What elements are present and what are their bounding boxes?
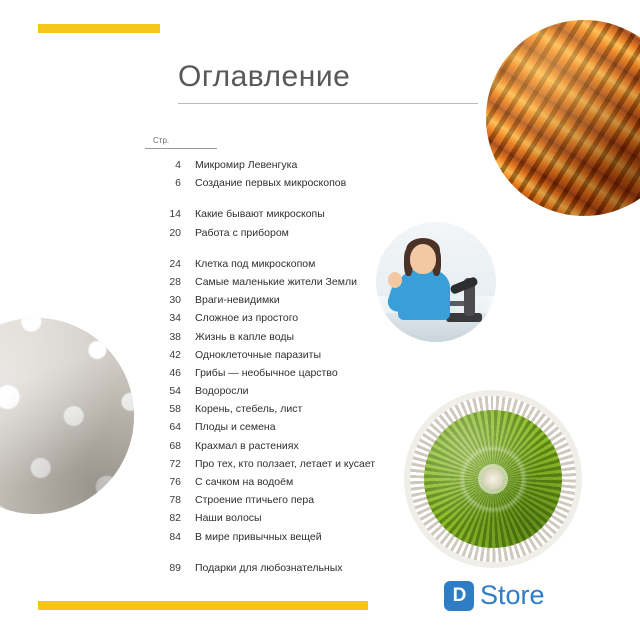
decorative-bar-bottom — [38, 601, 368, 610]
toc-page-number: 46 — [169, 366, 181, 379]
toc-entry[interactable] — [145, 385, 475, 403]
logo-prefix: i — [444, 583, 451, 611]
toc-page-number: 34 — [169, 312, 181, 325]
bone-structure-photo — [0, 318, 134, 514]
toc-entry[interactable] — [145, 349, 475, 367]
toc-entry-label: Про тех, кто ползает, летает и кусает — [195, 457, 376, 470]
toc-entry-label: В мире привычных вещей — [195, 530, 322, 543]
toc-page-number: 24 — [169, 257, 181, 270]
toc-entry-label: Микромир Левенгука — [195, 159, 298, 171]
toc-entry[interactable] — [145, 531, 475, 549]
toc-entry-label: Жизнь в капле воды — [195, 330, 295, 343]
toc-entry-label: Плоды и семена — [195, 421, 276, 434]
toc-entry-label: Клетка под микроскопом — [195, 257, 316, 270]
toc-entry-label: Враги-невидимки — [195, 294, 280, 307]
toc-group-gap — [145, 195, 475, 208]
toc-entry-label: Работа с прибором — [195, 226, 289, 239]
toc-entry[interactable] — [145, 294, 475, 312]
toc-entry[interactable] — [145, 440, 475, 458]
toc-page-number: 78 — [169, 494, 181, 507]
toc-divider — [145, 148, 217, 149]
toc-page-number: 82 — [169, 512, 181, 525]
toc-group — [145, 159, 475, 195]
toc-entry[interactable] — [145, 159, 475, 177]
toc-entry-label: Крахмал в растениях — [195, 439, 299, 452]
toc-entry-label: Сложное из простого — [195, 312, 299, 325]
toc-entry[interactable] — [145, 494, 475, 512]
title-divider — [178, 103, 478, 104]
toc-page-number: 58 — [169, 403, 181, 416]
logo-mark-icon: D — [444, 581, 474, 611]
toc-page-number: 38 — [169, 330, 181, 343]
toc-group — [145, 258, 475, 549]
toc-entry-label: Корень, стебель, лист — [195, 403, 303, 416]
toc-entry-label: Создание первых микроскопов — [195, 177, 347, 190]
toc-entry[interactable] — [145, 208, 475, 226]
table-of-contents — [145, 136, 475, 580]
toc-entry-label: Грибы — необычное царство — [195, 366, 338, 379]
toc-page-number: 76 — [169, 476, 181, 488]
toc-entry[interactable] — [145, 227, 475, 245]
toc-group-gap — [145, 549, 475, 562]
idstore-logo[interactable] — [444, 580, 545, 611]
toc-entry-label: Подарки для любознательных — [195, 561, 343, 574]
toc-entry[interactable] — [145, 331, 475, 349]
toc-page-number: 64 — [169, 421, 181, 434]
toc-page-number: 4 — [175, 159, 181, 171]
toc-page-number: 14 — [169, 208, 181, 221]
toc-entry-label: Одноклеточные паразиты — [195, 348, 322, 361]
toc-group-gap — [145, 245, 475, 258]
toc-entry[interactable] — [145, 367, 475, 385]
diatom-center — [482, 468, 504, 490]
toc-entry-label: Какие бывают микроскопы — [195, 208, 325, 221]
toc-entry-label: Наши волосы — [195, 512, 262, 525]
toc-entry-label: С сачком на водоём — [195, 476, 294, 488]
page-title: Оглавление — [178, 60, 351, 93]
toc-page-number: 42 — [169, 348, 181, 361]
toc-entry[interactable] — [145, 258, 475, 276]
toc-entry[interactable] — [145, 512, 475, 530]
toc-entry-label: Самые маленькие жители Земли — [195, 275, 357, 288]
toc-page-number: 30 — [169, 294, 181, 307]
orange-macro-photo — [486, 20, 640, 216]
toc-page-number: 54 — [169, 385, 181, 398]
toc-entry[interactable] — [145, 276, 475, 294]
toc-entry[interactable] — [145, 177, 475, 195]
toc-page-number: 89 — [169, 561, 181, 574]
toc-group — [145, 562, 475, 580]
toc-page-number: 72 — [169, 457, 181, 470]
toc-entry-label: Строение птичьего пера — [195, 494, 315, 507]
toc-entry[interactable] — [145, 476, 475, 494]
toc-entry[interactable] — [145, 312, 475, 330]
decorative-bar-top — [38, 24, 160, 33]
toc-page-number: 6 — [175, 177, 181, 190]
toc-page-number: 20 — [169, 226, 181, 239]
toc-entry[interactable] — [145, 403, 475, 421]
toc-entry[interactable] — [145, 562, 475, 580]
page-column-header: Стр. — [153, 136, 170, 145]
toc-page-number: 28 — [169, 275, 181, 288]
toc-entry[interactable] — [145, 421, 475, 439]
toc-entry[interactable] — [145, 458, 475, 476]
logo-text: Store — [480, 580, 545, 610]
toc-entry-label: Водоросли — [195, 385, 249, 398]
toc-group — [145, 208, 475, 244]
toc-page-number: 68 — [169, 439, 181, 452]
toc-page-number: 84 — [169, 530, 181, 543]
